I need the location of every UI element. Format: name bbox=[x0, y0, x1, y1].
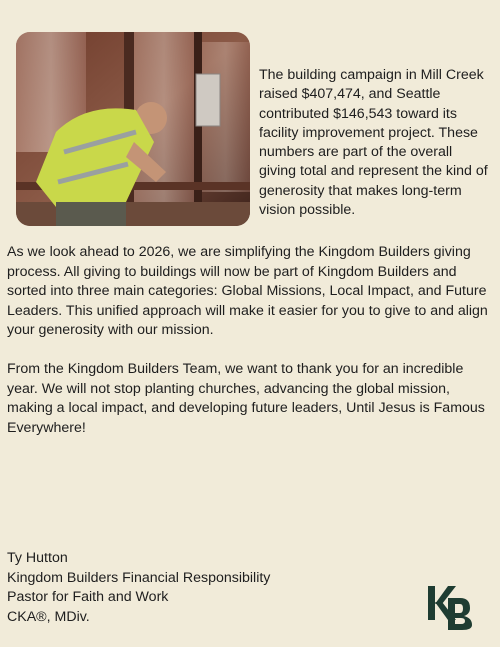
thank-you-paragraph: From the Kingdom Builders Team, we want to thank you for an incredible year. We will not stop planting churches, advancing the global mission, making a local impact, and developing future leaders, Until Jesus is Famous Everywhere! bbox=[7, 361, 485, 436]
signature-title-2: Pastor for Faith and Work bbox=[7, 589, 169, 606]
kingdom-builders-update-paragraph: As we look ahead to 2026, we are simplifying the Kingdom Builders giving process. All giving to buildings will now be part of Kingdom Builders and sorted into three main categories: Global Missions, Local Impact, and Future Leaders. This unified approach will make it easier for you to give to and align your generosity with our mission. bbox=[7, 244, 488, 339]
signature-title-1: Kingdom Builders Financial Responsibility bbox=[7, 569, 271, 586]
campaign-summary-text: The building campaign in Mill Creek raised $407,474, and Seattle contributed $146,543 toward its facility improvement project. These numbers are part of the overall giving total and represent the kind of generosity that makes long-term vision possible. bbox=[259, 67, 488, 219]
signature-block bbox=[7, 549, 270, 628]
signature-credentials: CKA®, MDiv. bbox=[7, 609, 90, 626]
construction-worker-photo bbox=[16, 32, 250, 226]
kingdom-builders-logo bbox=[426, 584, 474, 632]
signature-name: Ty Hutton bbox=[7, 550, 68, 566]
